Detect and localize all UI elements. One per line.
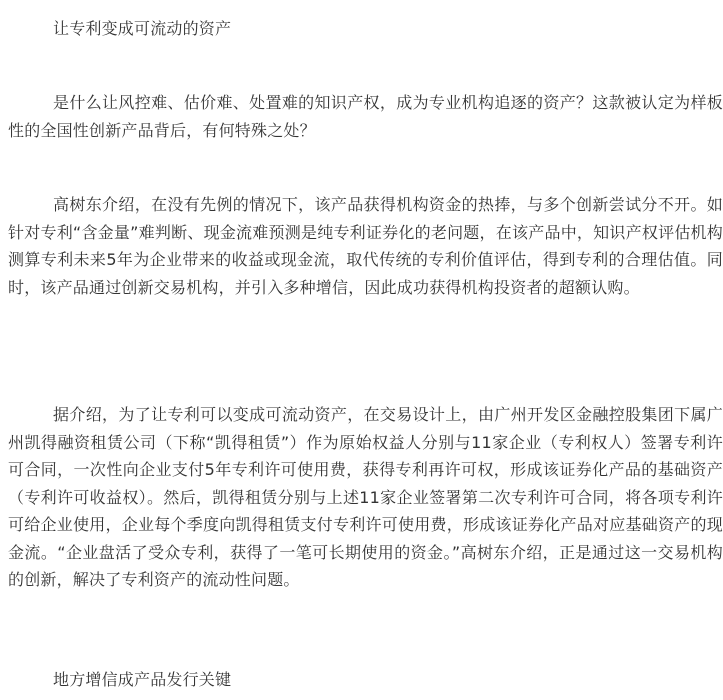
paragraph: 高树东介绍，在没有先例的情况下，该产品获得机构资金的热捧，与多个创新尝试分不开。如针对专利“含金量”难判断、现金流难预测是纯专利证券化的老问题，在该产品中，知识产权评估机构测算专利未来5年为企业带来的收益或现金流，取代传统的专利价值评估，得到专利的合理估值。同时，该产品通过创新交易机构，并引入多种增信，因此成功获得机构投资者的超额认购。 xyxy=(8,195,723,297)
section-heading: 让专利变成可流动的资产 xyxy=(53,19,232,38)
paragraph: 是什么让风控难、估价难、处置难的知识产权，成为专业机构追逐的资产？这款被认定为样板性的全国性创新产品背后，有何特殊之处？ xyxy=(8,93,723,140)
section-heading: 地方增信成产品发行关键 xyxy=(53,670,232,689)
paragraph: 据介绍，为了让专利可以变成可流动资产，在交易设计上，由广州开发区金融控股集团下属广州凯得融资租赁公司（下称“凯得租赁”）作为原始权益人分别与11家企业（专利权人）签署专利许可合同，一次性向企业支付5年专利许可使用费，获得专利再许可权，形成该证券化产品的基础资产（专利许可收益权）。然后，凯得租赁分别与上述11家企业签署第二次专利许可合同，将各项专利许可给企业使用，企业每个季度向凯得租赁支付专利许可使用费，形成该证券化产品对应基础资产的现金流。“企业盘活了受众专利，获得了一笔可长期使用的资金。”高树东介绍，正是通过这一交易机构的创新，解决了专利资产的流动性问题。 xyxy=(8,405,723,589)
